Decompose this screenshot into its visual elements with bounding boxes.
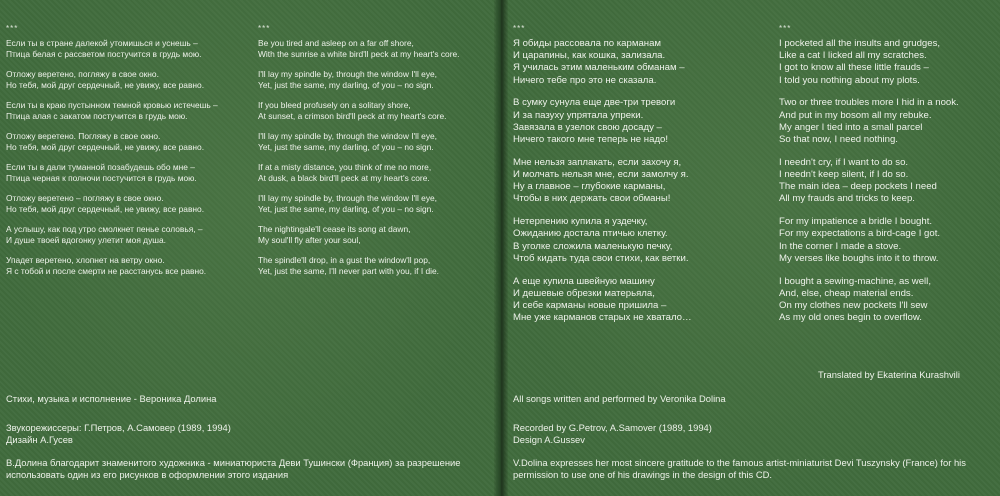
poem-line: And put in my bosom all my rebuke. bbox=[779, 109, 932, 121]
poem-line: В сумку сунула еще две-три тревоги bbox=[513, 97, 676, 109]
poem-stanza bbox=[6, 162, 246, 183]
poem-line: Чтоб кидать туда свои стихи, как ветки. bbox=[513, 252, 689, 264]
stanza-separator-stars: *** bbox=[258, 24, 271, 33]
poem-line: В уголке сложила маленькую печку, bbox=[513, 240, 673, 252]
poem-line: Two or three troubles more I hid in a nook. bbox=[779, 97, 959, 109]
poem-stanza bbox=[513, 216, 758, 265]
poem-line: The nightingale'll cease its song at dawn, bbox=[258, 224, 411, 234]
left-credit-sound-engineers: Звукорежиссеры: Г.Петров, А.Самовер (1989, 1994) bbox=[6, 422, 231, 433]
poem-line: Отложу веретено, погляжу в свое окно. bbox=[6, 69, 159, 79]
poem-line: For my expectations a bird-cage I got. bbox=[779, 228, 941, 240]
poem-line: Птица алая с закатом постучится в грудь мою. bbox=[6, 110, 188, 121]
poem-line: For my impatience a bridle I bought. bbox=[779, 216, 933, 228]
stanza-separator-stars: *** bbox=[513, 24, 526, 33]
poem-line: И душе твоей вдогонку улетит моя душа. bbox=[6, 234, 166, 245]
poem-line: Я с тобой и после смерти не расстанусь все равно. bbox=[6, 265, 207, 276]
poem-stanza bbox=[6, 255, 246, 276]
poem-stanza bbox=[258, 255, 494, 276]
poem-stanza bbox=[779, 97, 997, 146]
poem-line: Если ты в краю пустынном темной кровью истечешь – bbox=[6, 100, 218, 110]
right-credit-gratitude: V.Dolina expresses her most sincere gratitude to the famous artist-miniaturist Devi Tuszynsky (France) for his permission to use one of his drawings in the design of this CD. bbox=[513, 457, 966, 480]
poem-stanza bbox=[779, 216, 997, 265]
poem-line: As my old ones begin to overflow. bbox=[779, 312, 922, 324]
poem-line: И дешевые обрезки матерьяла, bbox=[513, 287, 655, 299]
poem-line: And, else, cheap material ends. bbox=[779, 287, 914, 299]
right-credit-authorship: All songs written and performed by Veronika Dolina bbox=[513, 393, 726, 404]
right-credit-recorded: Recorded by G.Petrov, A.Samover (1989, 1994) bbox=[513, 422, 712, 433]
poem-line: Я обиды рассовала по карманам bbox=[513, 38, 662, 49]
right-en-poem bbox=[779, 24, 997, 335]
poem-line: I told you nothing about my plots. bbox=[779, 74, 920, 86]
poem-line: I needn't keep silent, if I do so. bbox=[779, 169, 909, 181]
poem-line: Yet, just the same, my darling, of you – no sign. bbox=[258, 141, 434, 152]
poem-line: My soul'll fly after your soul, bbox=[258, 234, 361, 245]
poem-line: И себе карманы новые пришила – bbox=[513, 300, 667, 312]
stanza-separator-stars: *** bbox=[6, 24, 19, 33]
poem-stanza bbox=[513, 97, 758, 146]
poem-stanza bbox=[258, 38, 494, 59]
poem-stanza bbox=[513, 157, 758, 206]
poem-stanza bbox=[779, 38, 997, 87]
poem-stanza bbox=[513, 276, 758, 325]
poem-line: Чтобы в них держать свои обманы! bbox=[513, 193, 671, 205]
right-credit-design: Design A.Gussev bbox=[513, 434, 585, 445]
poem-stanza bbox=[6, 38, 246, 59]
poem-stanza bbox=[6, 100, 246, 121]
poem-line: Птица белая с рассветом постучится в грудь мою. bbox=[6, 48, 202, 59]
left-credit-design: Дизайн А.Гусев bbox=[6, 434, 73, 445]
right-ru-poem bbox=[513, 24, 758, 335]
poem-stanza bbox=[258, 162, 494, 183]
poem-stanza bbox=[6, 69, 246, 90]
poem-line: I'll lay my spindle by, through the window I'll eye, bbox=[258, 193, 438, 203]
poem-line: Но тебя, мой друг сердечный, не увижу, все равно. bbox=[6, 203, 205, 214]
stanza-separator-stars: *** bbox=[779, 24, 792, 33]
poem-line: On my clothes new pockets I'll sew bbox=[779, 300, 928, 312]
poem-line: Yet, just the same, my darling, of you – no sign. bbox=[258, 79, 434, 90]
poem-line: Если ты в стране далекой утомишься и уснешь – bbox=[6, 38, 198, 48]
left-en-poem bbox=[258, 24, 494, 286]
poem-line: Like a cat I licked all my scratches. bbox=[779, 50, 927, 62]
poem-line: My verses like boughs into it to throw. bbox=[779, 252, 939, 264]
poem-line: Но тебя, мой друг сердечный, не увижу, все равно. bbox=[6, 79, 205, 90]
poem-line: Завязала в узелок свою досаду – bbox=[513, 121, 662, 133]
poem-line: I needn't cry, if I want to do so. bbox=[779, 156, 909, 168]
poem-line: I'll lay my spindle by, through the window I'll eye, bbox=[258, 131, 438, 141]
poem-line: Если ты в дали туманной позабудешь обо мне – bbox=[6, 162, 195, 172]
poem-line: Птица черная к полночи постучится в грудь мою. bbox=[6, 172, 197, 183]
poem-line: In the corner I made a stove. bbox=[779, 240, 902, 252]
poem-line: Мне нельзя заплакать, если захочу я, bbox=[513, 156, 682, 168]
poem-line: И царапины, как кошка, зализала. bbox=[513, 50, 666, 62]
poem-line: I'll lay my spindle by, through the window I'll eye, bbox=[258, 69, 438, 79]
poem-line: So that now, I need nothing. bbox=[779, 134, 898, 146]
poem-line: My anger I tied into a small parcel bbox=[779, 121, 923, 133]
poem-line: With the sunrise a white bird'll peck at my heart's core. bbox=[258, 48, 460, 59]
poem-stanza bbox=[6, 224, 246, 245]
poem-line: All my frauds and tricks to keep. bbox=[779, 193, 915, 205]
poem-line: Но тебя, мой друг сердечный, не увижу, все равно. bbox=[6, 141, 205, 152]
poem-line: Yet, just the same, my darling, of you – no sign. bbox=[258, 203, 434, 214]
poem-stanza bbox=[258, 193, 494, 214]
poem-stanza bbox=[513, 38, 758, 87]
poem-line: А еще купила швейную машину bbox=[513, 275, 655, 287]
poem-stanza bbox=[779, 157, 997, 206]
poem-line: The main idea – deep pockets I need bbox=[779, 181, 937, 193]
poem-line: Be you tired and asleep on a far off shore, bbox=[258, 38, 414, 48]
translator-credit: Translated by Ekaterina Kurashvili bbox=[818, 369, 960, 380]
poem-line: If at a misty distance, you think of me no more, bbox=[258, 162, 432, 172]
poem-stanza bbox=[258, 224, 494, 245]
poem-line: И за пазуху упрятала упреки. bbox=[513, 109, 644, 121]
poem-line: Ну а главное – глубокие карманы, bbox=[513, 181, 666, 193]
poem-stanza bbox=[258, 100, 494, 121]
poem-stanza bbox=[779, 276, 997, 325]
poem-line: Я училась этим маленьким обманам – bbox=[513, 62, 685, 74]
poem-line: I got to know all these little frauds – bbox=[779, 62, 929, 74]
poem-line: Упадет веретено, хлопнет на ветру окно. bbox=[6, 255, 165, 265]
poem-line: И молчать нельзя мне, если замолчу я. bbox=[513, 169, 689, 181]
left-ru-poem bbox=[6, 24, 246, 286]
poem-line: At dusk, a black bird'll peck at my heart's core. bbox=[258, 172, 430, 183]
poem-line: I pocketed all the insults and grudges, bbox=[779, 38, 941, 49]
left-credit-gratitude: В.Долина благодарит знаменитого художника - миниатюриста Деви Тушински (Франция) за разрешение использовать один из его рисунков в оформлении этого издания bbox=[6, 457, 461, 480]
poem-line: Нетерпению купила я уздечку, bbox=[513, 216, 648, 228]
poem-line: I bought a sewing-machine, as well, bbox=[779, 275, 931, 287]
poem-line: The spindle'll drop, in a gust the window'll pop, bbox=[258, 255, 431, 265]
poem-line: Yet, just the same, I'll never part with you, if I die. bbox=[258, 265, 439, 276]
left-credit-authorship: Стихи, музыка и исполнение - Вероника Долина bbox=[6, 393, 217, 404]
poem-stanza bbox=[6, 193, 246, 214]
poem-stanza bbox=[258, 131, 494, 152]
poem-line: Ничего тебе про это не сказала. bbox=[513, 74, 657, 86]
poem-stanza bbox=[258, 69, 494, 90]
poem-line: Отложу веретено. Погляжу в свое окно. bbox=[6, 131, 161, 141]
poem-line: Ожиданию достала птичью клетку. bbox=[513, 228, 668, 240]
poem-line: Мне уже карманов старых не хватало… bbox=[513, 312, 692, 324]
poem-line: Ничего такого мне теперь не надо! bbox=[513, 134, 669, 146]
poem-line: А услышу, как под утро смолкнет пенье соловья, – bbox=[6, 224, 203, 234]
booklet-fold bbox=[494, 0, 508, 496]
poem-stanza bbox=[6, 131, 246, 152]
poem-line: At sunset, a crimson bird'll peck at my heart's core. bbox=[258, 110, 447, 121]
poem-line: If you bleed profusely on a solitary shore, bbox=[258, 100, 411, 110]
poem-line: Отложу веретено – погляжу в свое окно. bbox=[6, 193, 164, 203]
